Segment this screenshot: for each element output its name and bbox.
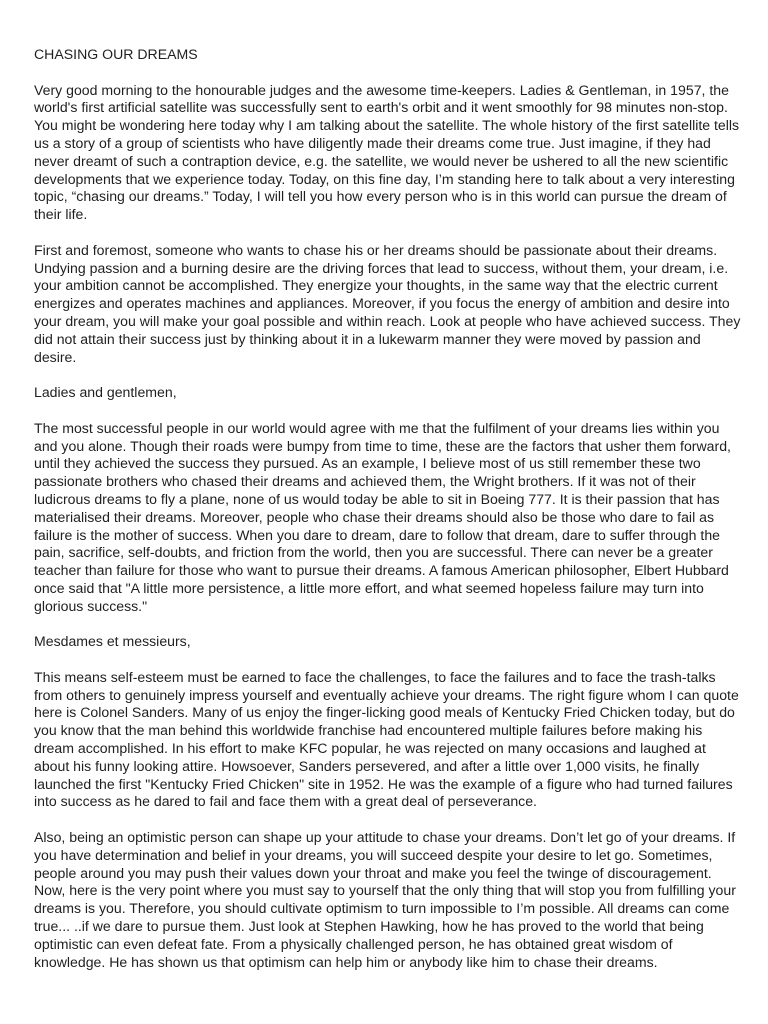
paragraph-address-mesdames: Mesdames et messieurs, [34, 633, 191, 650]
paragraph-intro: Very good morning to the honourable judges and the awesome time-keepers. Ladies & Gentleman, in 1957, the world's first artificial satellite was successfully sent to earth's orbit and it went smoothly for 98 minutes non-stop. You might be wondering here today why I am talking about the satellite. The whole history of the first satellite tells us a story of a group of scientists who have diligently made their dreams come true. Just imagine, if they had never dreamt of such a contraption device, e.g. the satellite, we would never be ushered to all the new scientific developments that we experience today. Today, on this fine day, I’m standing here to talk about a very interesting topic, “chasing our dreams.” Today, I will tell you how every person who is in this world can pursue the dream of their life. [34, 81, 740, 223]
paragraph-passion: First and foremost, someone who wants to chase his or her dreams should be passionate about their dreams. Undying passion and a burning desire are the driving forces that lead to success, without them, your dream, i.e. your ambition cannot be accomplished. They energize your thoughts, in the same way that the electric current energizes and operates machines and appliances. Moreover, if you focus the energy of ambition and desire into your dream, you will make your goal possible and within reach. Look at people who have achieved success. They did not attain their success just by thinking about it in a lukewarm manner they were moved by passion and desire. [34, 241, 741, 365]
document-page [34, 46, 742, 971]
paragraph-colonel-sanders: This means self-esteem must be earned to face the challenges, to face the failures and to face the trash-talks from others to genuinely impress yourself and eventually achieve your dreams. The right figure whom I can quote here is Colonel Sanders. Many of us enjoy the finger-licking good meals of Kentucky Fried Chicken today, but do you know that the man behind this worldwide franchise had encountered multiple failures before making his dream accomplished. In his effort to make KFC popular, he was rejected on many occasions and laughed at about his funny looking attire. Howsoever, Sanders persevered, and after a little over 1,000 visits, he finally launched the first "Kentucky Fried Chicken" site in 1952. He was the example of a figure who had turned failures into success as he dared to fail and face them with a great deal of perseverance. [34, 668, 739, 810]
paragraph-address-ladies: Ladies and gentlemen, [34, 384, 177, 401]
paragraph-wright-brothers: The most successful people in our world would agree with me that the fulfilment of your dreams lies within you and you alone. Though their roads were bumpy from time to time, these are the factors that usher them forward, until they achieved the success they pursued. As an example, I believe most of us still remember these two passionate brothers who chased their dreams and achieved them, the Wright brothers. If it was not of their ludicrous dreams to fly a plane, none of us would today be able to sit in Boeing 777. It is their passion that has materialised their dreams. Moreover, people who chase their dreams should also be those who dare to fail as failure is the mother of success. When you dare to dream, dare to follow that dream, dare to suffer through the pain, sacrifice, self-doubts, and friction from the world, then you are successful. There can never be a greater teacher than failure for those who want to pursue their dreams. A famous American philosopher, Elbert Hubbard once said that "A little more persistence, a little more effort, and what seemed hopeless failure may turn into glorious success." [34, 419, 731, 614]
document-title: CHASING OUR DREAMS [34, 46, 198, 62]
paragraph-optimism: Also, being an optimistic person can shape up your attitude to chase your dreams. Don’t let go of your dreams. If you have determination and belief in your dreams, you will succeed despite your desire to let go. Sometimes, people around you may push their values down your throat and make you feel the twinge of discouragement. Now, here is the very point where you must say to yourself that the only thing that will stop you from fulfilling your dreams is you. Therefore, you should cultivate optimism to turn impossible to I’m possible. All dreams can come true... ..if we dare to pursue them. Just look at Stephen Hawking, how he has proved to the world that being optimistic can even defeat fate. From a physically challenged person, he has obtained great wisdom of knowledge. He has shown us that optimism can help him or anybody like him to chase their dreams. [34, 829, 736, 970]
